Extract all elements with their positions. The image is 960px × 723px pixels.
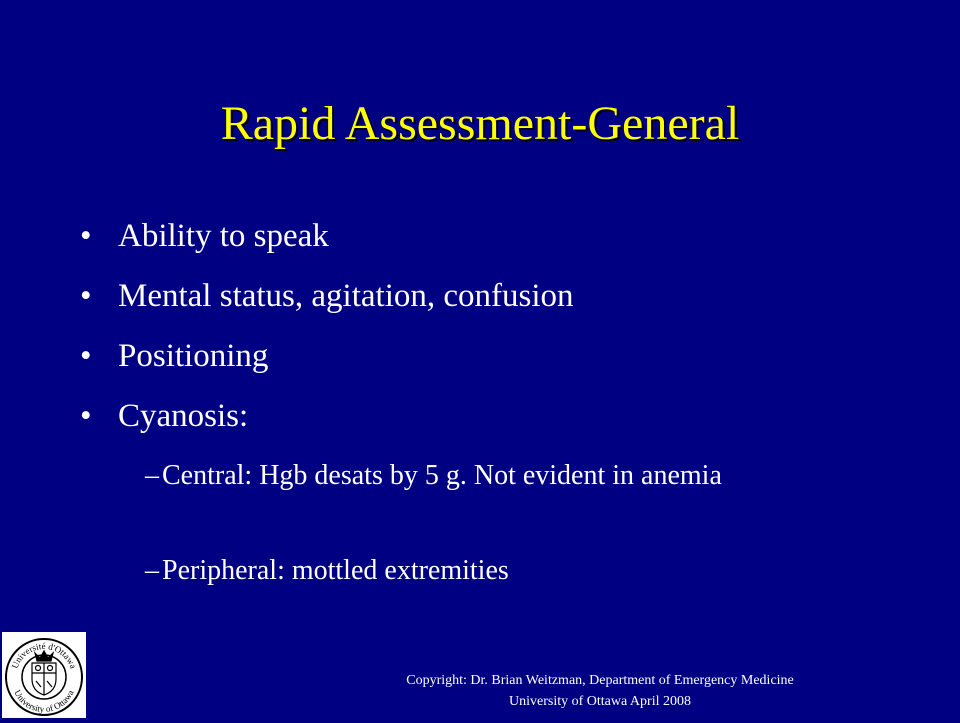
sub-bullet-text: Peripheral: mottled extremities xyxy=(162,555,509,586)
seal-bottom-text: University of Ottawa xyxy=(12,688,76,715)
university-seal-logo xyxy=(2,632,86,718)
sub-bullet-item xyxy=(145,459,825,493)
bullet-text: Ability to speak xyxy=(118,218,329,254)
bullet-marker: • xyxy=(80,218,92,254)
sub-bullet-text: Central: Hgb desats by 5 g. Not evident in anemia xyxy=(162,460,722,491)
bullet-text: Positioning xyxy=(118,338,269,374)
sub-bullet-item xyxy=(145,554,825,588)
bullet-item xyxy=(80,336,268,376)
bullet-marker: • xyxy=(80,338,92,374)
slide-title: Rapid Assessment-General xyxy=(220,97,740,150)
bullet-marker: • xyxy=(80,398,92,434)
footer-line-2: University of Ottawa April 2008 xyxy=(509,694,691,709)
sub-bullet-marker: – xyxy=(145,460,159,491)
bullet-marker: • xyxy=(80,278,92,314)
bullet-text: Mental status, agitation, confusion xyxy=(118,278,574,314)
seal-icon xyxy=(2,632,86,718)
bullet-item xyxy=(80,396,248,436)
bullet-item xyxy=(80,216,329,256)
footer-copyright xyxy=(205,670,960,712)
footer-line-1: Copyright: Dr. Brian Weitzman, Department of Emergency Medicine xyxy=(406,673,794,688)
sub-bullet-marker: – xyxy=(145,555,159,586)
bullet-text: Cyanosis: xyxy=(118,398,249,434)
bullet-item xyxy=(80,276,574,316)
seal-top-text: Université d'Ottawa xyxy=(9,640,79,670)
